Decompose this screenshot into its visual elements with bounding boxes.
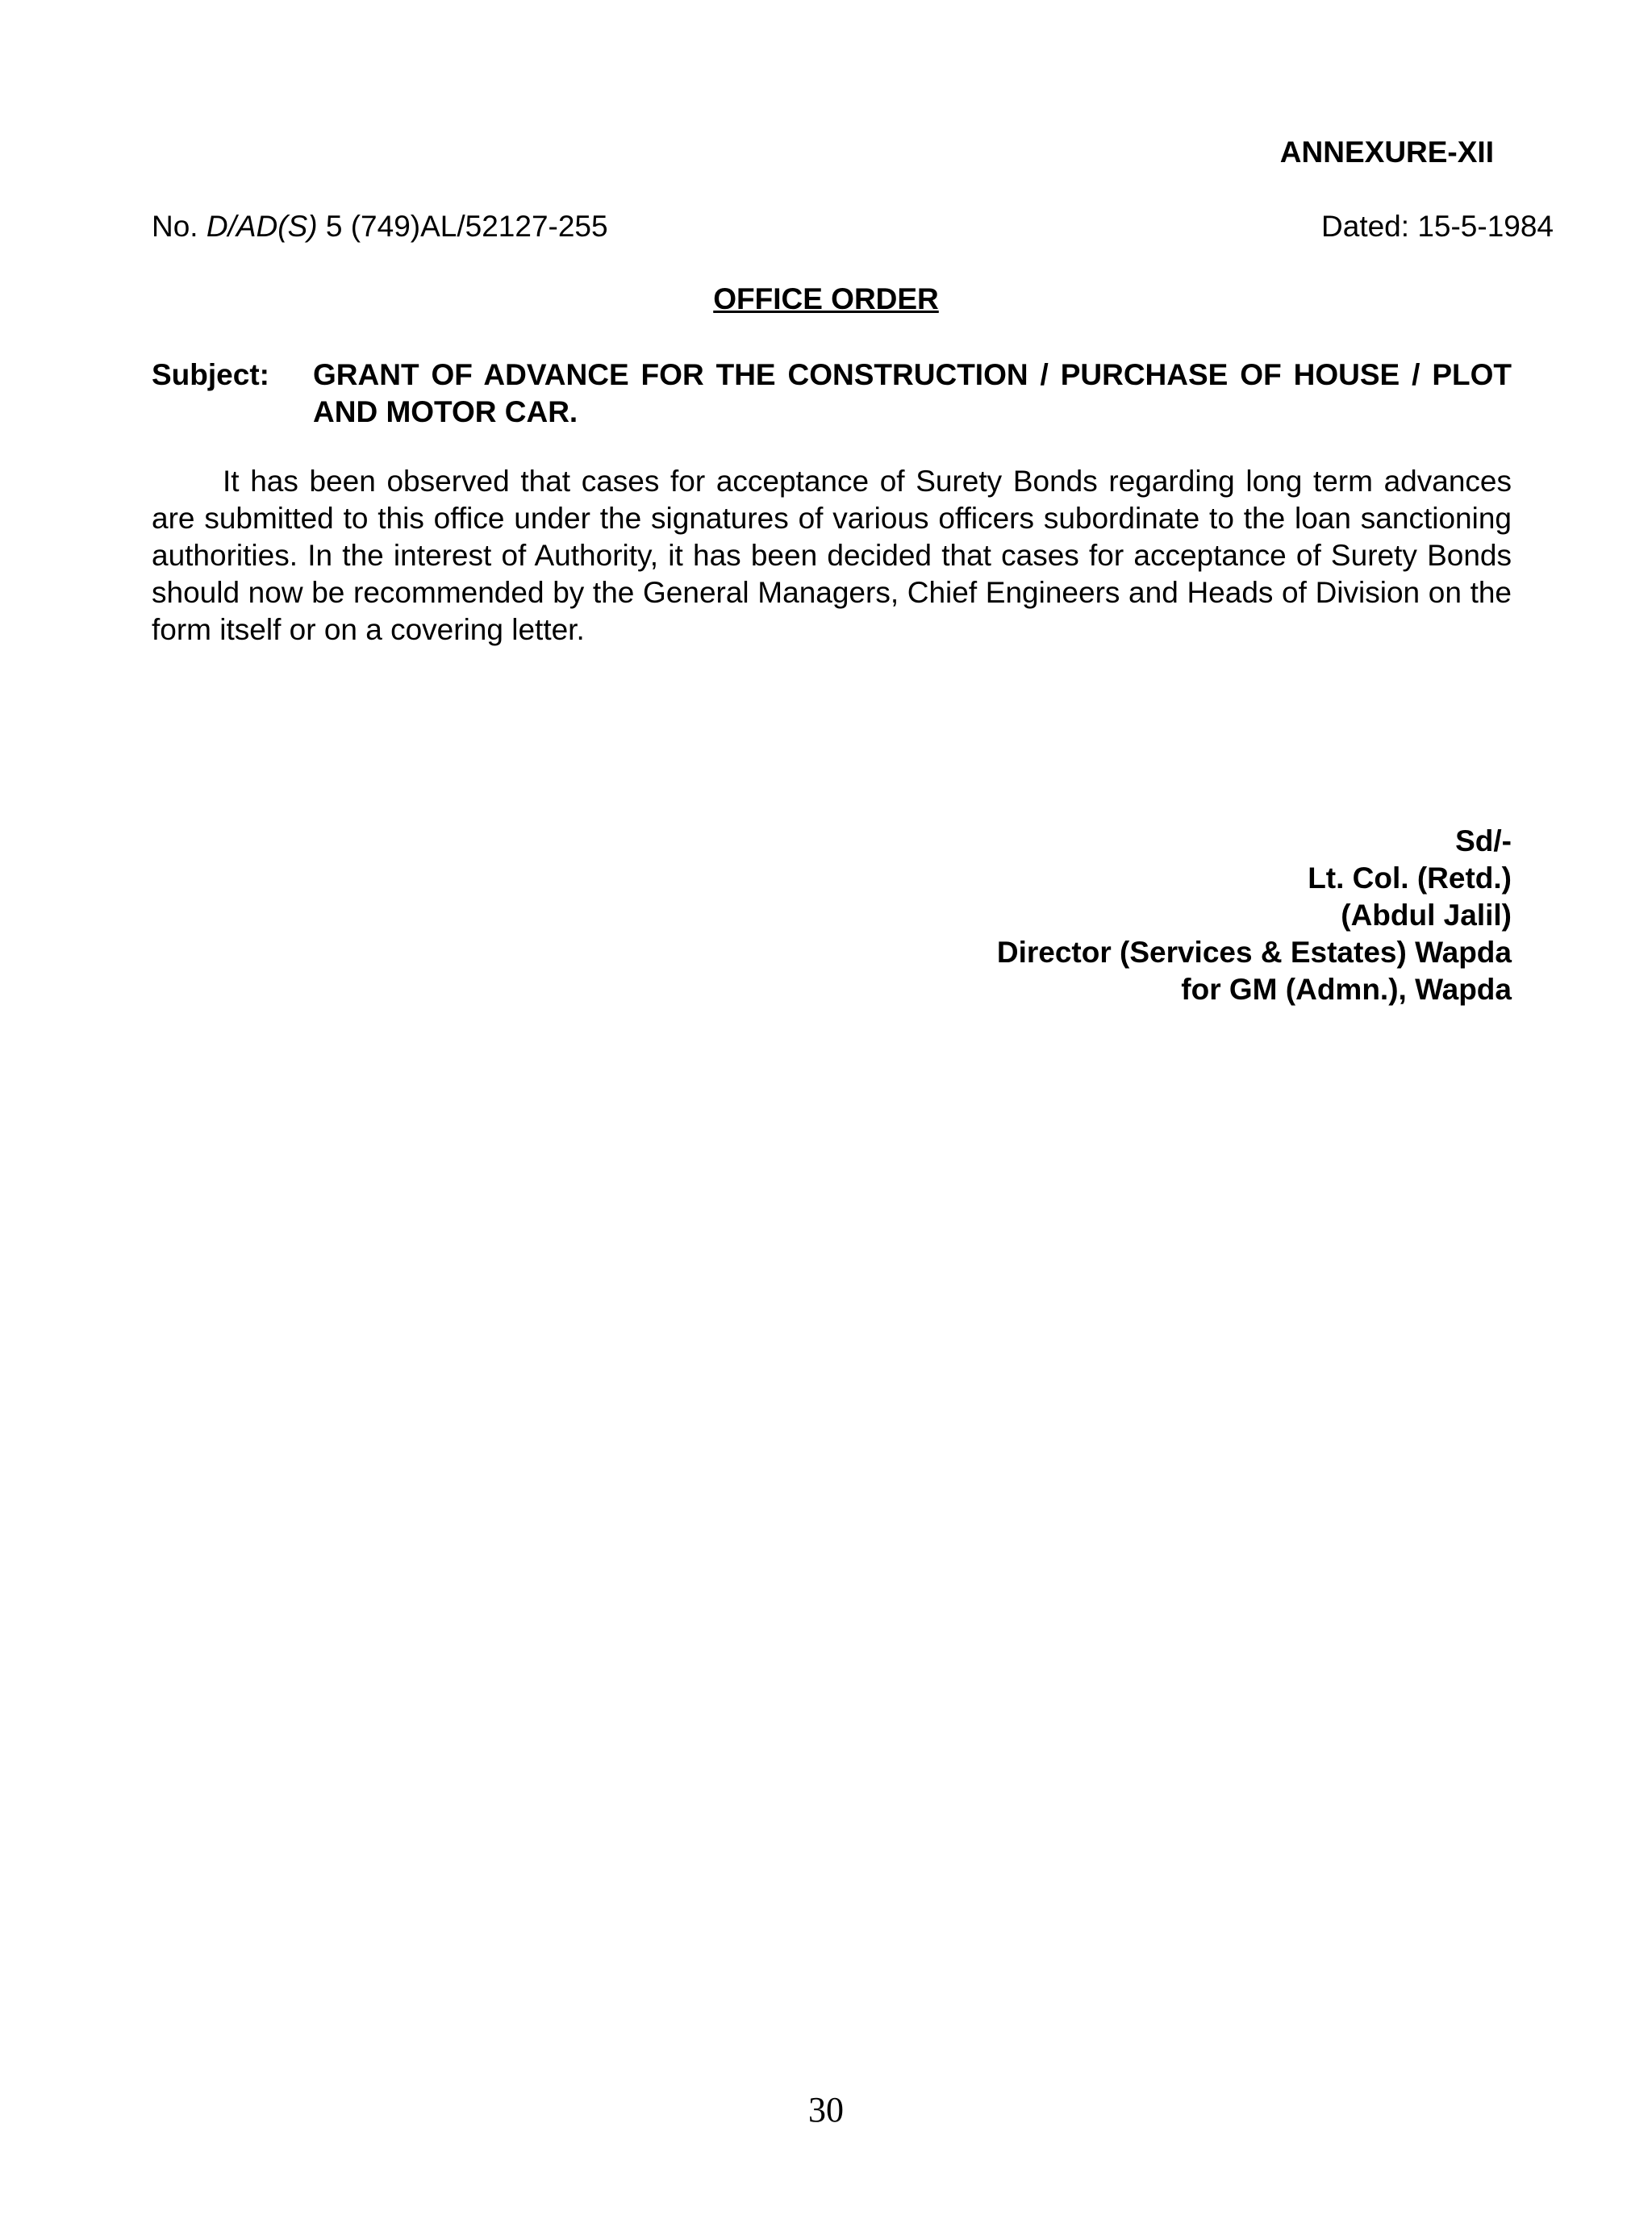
subject-label: Subject:: [152, 358, 269, 391]
dated: [1321, 210, 1554, 244]
reference-code: 5 (749)AL/52127-255: [325, 210, 608, 243]
annexure-label: ANNEXURE-XII: [1279, 136, 1494, 169]
signature-designation: Director (Services & Estates) Wapda: [996, 936, 1512, 969]
signature-rank: Lt. Col. (Retd.): [1308, 861, 1512, 895]
body-paragraph: It has been observed that cases for acceptance of Surety Bonds regarding long term advances are submitted to this office under the signatures of various officers subordinate to the loan sanctioning authorities. In the interest of Authority, it has been decided that cases for acceptance of Surety Bonds should now be recommended by the General Managers, Chief Engineers and Heads of Division on the form itself or on a covering letter.: [152, 465, 1512, 646]
dated-value: 15-5-1984: [1417, 210, 1554, 243]
page-number: 30: [808, 2090, 844, 2129]
signature-block: [997, 823, 1512, 1008]
signature-for: for GM (Admn.), Wapda: [1181, 973, 1512, 1006]
subject-text: GRANT OF ADVANCE FOR THE CONSTRUCTION / PURCHASE OF HOUSE / PLOT AND MOTOR CAR.: [313, 358, 1512, 428]
reference-number: [152, 210, 608, 244]
dated-label: Dated:: [1321, 210, 1410, 243]
reference-prefix: No.: [152, 210, 198, 243]
reference-row: [152, 210, 1554, 244]
signature-name: (Abdul Jalil): [1341, 899, 1512, 932]
reference-code-italic: D/AD(S): [206, 210, 318, 243]
subject-block: [152, 357, 1512, 431]
page-title: OFFICE ORDER: [713, 282, 939, 315]
signature-sd: Sd/-: [1455, 824, 1512, 857]
